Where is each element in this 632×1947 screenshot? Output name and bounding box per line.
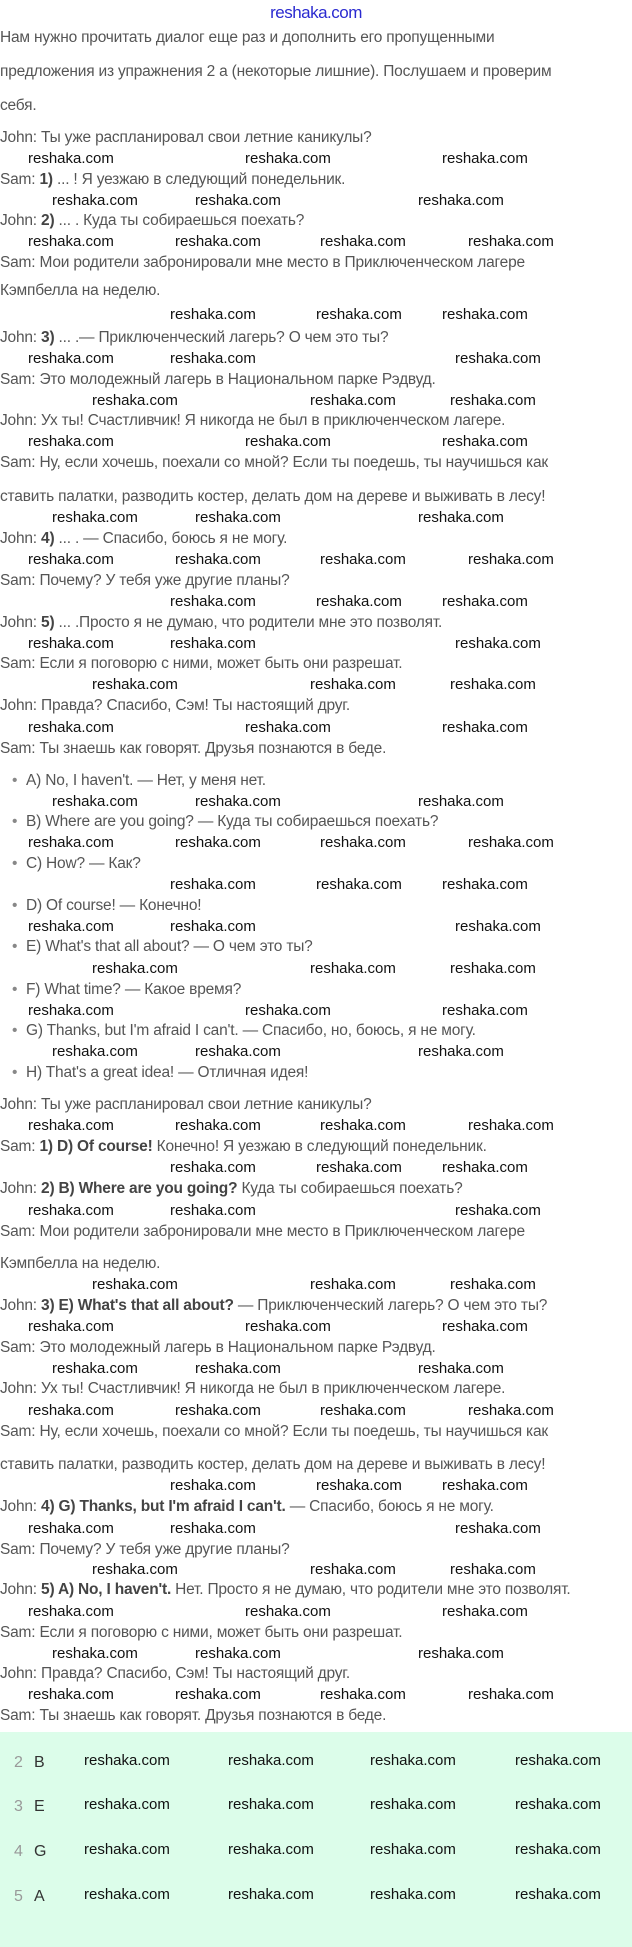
dialog-line	[0, 281, 160, 301]
watermark-text: reshaka.com	[92, 1561, 178, 1578]
dialog-line	[0, 1379, 505, 1399]
speaker: Sam:	[0, 740, 40, 757]
answer-row	[14, 1886, 45, 1908]
watermark-text: reshaka.com	[195, 1043, 281, 1060]
option-item	[12, 896, 201, 916]
dialog-line	[0, 1664, 350, 1684]
line-text: ставить палатки, разводить костер, делать дом на дереве и выживать в лесу!	[0, 1456, 546, 1473]
watermark-text: reshaka.com	[450, 392, 536, 409]
watermark-text: reshaka.com	[28, 150, 114, 167]
watermark-text: reshaka.com	[370, 1886, 456, 1903]
watermark-text: reshaka.com	[228, 1886, 314, 1903]
bullet-icon: •	[12, 855, 18, 872]
watermark-text: reshaka.com	[195, 793, 281, 810]
watermark-text: reshaka.com	[245, 433, 331, 450]
answer-row	[14, 1841, 46, 1863]
watermark-text: reshaka.com	[450, 1561, 536, 1578]
answer-marker: 1) D) Of course!	[39, 1138, 153, 1155]
answer-letter: A	[34, 1888, 45, 1905]
watermark-text: reshaka.com	[418, 509, 504, 526]
dialog-line	[0, 1422, 548, 1442]
watermark-text: reshaka.com	[418, 793, 504, 810]
line-text: Кэмпбелла на неделю.	[0, 1255, 161, 1272]
watermark-text: reshaka.com	[320, 1686, 406, 1703]
watermark-text: reshaka.com	[92, 960, 178, 977]
speaker: Sam:	[0, 454, 40, 471]
watermark-text: reshaka.com	[170, 635, 256, 652]
dialog-line	[0, 328, 388, 348]
watermark-text: reshaka.com	[175, 1686, 261, 1703]
option-text: C) How? — Как?	[26, 855, 141, 872]
watermark-text: reshaka.com	[28, 1318, 114, 1335]
option-text: G) Thanks, but I'm afraid I can't. — Спасибо, но, боюсь, я не могу.	[26, 1022, 476, 1039]
watermark-text: reshaka.com	[195, 1645, 281, 1662]
dialog-line	[0, 1540, 290, 1560]
line-text: ... .— Приключенческий лагерь? О чем это ты?	[54, 329, 389, 346]
watermark-text: reshaka.com	[245, 1002, 331, 1019]
dialog-line	[0, 1497, 494, 1517]
option-text: D) Of course! — Конечно!	[26, 897, 202, 914]
dialog-line	[0, 487, 545, 507]
bullet-icon: •	[12, 981, 18, 998]
watermark-text: reshaka.com	[228, 1796, 314, 1813]
watermark-text: reshaka.com	[28, 1117, 114, 1134]
speaker: Sam:	[0, 1339, 40, 1356]
watermark-text: reshaka.com	[515, 1752, 601, 1769]
answer-letter: G	[34, 1843, 47, 1860]
watermark-text: reshaka.com	[468, 1117, 554, 1134]
watermark-text: reshaka.com	[245, 1603, 331, 1620]
watermark-text: reshaka.com	[442, 593, 528, 610]
dialog-line	[0, 696, 350, 716]
answer-letter: B	[34, 1754, 45, 1771]
watermark-text: reshaka.com	[170, 1159, 256, 1176]
option-item	[12, 980, 241, 1000]
speaker: John:	[0, 1665, 42, 1682]
watermark-text: reshaka.com	[28, 1002, 114, 1019]
watermark-text: reshaka.com	[320, 551, 406, 568]
watermark-text: reshaka.com	[370, 1796, 456, 1813]
watermark-text: reshaka.com	[442, 306, 528, 323]
watermark-text: reshaka.com	[28, 834, 114, 851]
option-item	[12, 937, 313, 957]
watermark-text: reshaka.com	[92, 392, 178, 409]
watermark-text: reshaka.com	[84, 1841, 170, 1858]
dialog-line	[0, 613, 442, 633]
watermark-text: reshaka.com	[442, 433, 528, 450]
line-text: Ты знаешь как говорят. Друзья познаются в беде.	[39, 1707, 387, 1724]
watermark-text: reshaka.com	[175, 233, 261, 250]
answers-box	[0, 1732, 632, 1947]
dialog-line	[0, 1623, 402, 1643]
watermark-text: reshaka.com	[455, 635, 541, 652]
speaker: Sam:	[0, 1707, 40, 1724]
watermark-text: reshaka.com	[310, 1276, 396, 1293]
watermark-text: reshaka.com	[28, 1202, 114, 1219]
watermark-text: reshaka.com	[320, 1402, 406, 1419]
watermark-text: reshaka.com	[442, 719, 528, 736]
watermark-text: reshaka.com	[316, 1159, 402, 1176]
watermark-text: reshaka.com	[175, 551, 261, 568]
dialog-line	[0, 170, 345, 190]
speaker: Sam:	[0, 655, 40, 672]
line-text: Мои родители забронировали мне место в Приключенческом лагере	[39, 254, 525, 271]
watermark-text: reshaka.com	[170, 350, 256, 367]
watermark-text: reshaka.com	[370, 1841, 456, 1858]
watermark-text: reshaka.com	[468, 551, 554, 568]
dialog-line	[0, 253, 525, 273]
watermark-text: reshaka.com	[316, 876, 402, 893]
dialog-line	[0, 1455, 545, 1475]
watermark-text: reshaka.com	[468, 233, 554, 250]
answer-marker: 2) B) Where are you going?	[41, 1180, 238, 1197]
watermark-text: reshaka.com	[84, 1886, 170, 1903]
answer-marker: 4) G) Thanks, but I'm afraid I can't.	[41, 1498, 286, 1515]
dialog-line	[0, 370, 436, 390]
watermark-text: reshaka.com	[418, 192, 504, 209]
answer-row	[14, 1796, 45, 1818]
watermark-text: reshaka.com	[170, 1520, 256, 1537]
speaker: Sam:	[0, 1624, 40, 1641]
dialog-line	[0, 571, 290, 591]
watermark-text: reshaka.com	[92, 676, 178, 693]
watermark-text: reshaka.com	[28, 233, 114, 250]
line-text: Нет. Просто я не думаю, что родители мне это позволят.	[171, 1581, 571, 1598]
site-title: reshaka.com	[270, 3, 362, 22]
watermark-text: reshaka.com	[28, 1686, 114, 1703]
speaker: John:	[0, 212, 42, 229]
speaker: John:	[0, 1180, 42, 1197]
watermark-text: reshaka.com	[245, 150, 331, 167]
line-text: — Приключенческий лагерь? О чем это ты?	[233, 1297, 548, 1314]
line-text: ставить палатки, разводить костер, делать дом на дереве и выживать в лесу!	[0, 488, 546, 505]
watermark-text: reshaka.com	[515, 1841, 601, 1858]
line-text: Если я поговорю с ними, может быть они разрешат.	[39, 655, 403, 672]
watermark-text: reshaka.com	[245, 1318, 331, 1335]
answer-marker: 3) E) What's that all about?	[41, 1297, 234, 1314]
watermark-text: reshaka.com	[175, 1117, 261, 1134]
watermark-text: reshaka.com	[170, 876, 256, 893]
dialog-line	[0, 1296, 547, 1316]
watermark-text: reshaka.com	[320, 233, 406, 250]
watermark-text: reshaka.com	[28, 635, 114, 652]
bullet-icon: •	[12, 813, 18, 830]
line-text: Кэмпбелла на неделю.	[0, 282, 161, 299]
watermark-text: reshaka.com	[418, 1645, 504, 1662]
watermark-text: reshaka.com	[450, 676, 536, 693]
dialog-line	[0, 211, 304, 231]
watermark-text: reshaka.com	[442, 1002, 528, 1019]
watermark-text: reshaka.com	[52, 1645, 138, 1662]
watermark-text: reshaka.com	[316, 593, 402, 610]
watermark-text: reshaka.com	[28, 1402, 114, 1419]
option-item	[12, 812, 438, 832]
line-text: ... .Просто я не думаю, что родители мне это позволят.	[54, 614, 443, 631]
speaker: Sam:	[0, 171, 40, 188]
speaker: John:	[0, 1096, 42, 1113]
watermark-text: reshaka.com	[418, 1360, 504, 1377]
dialog-line	[0, 453, 548, 473]
watermark-text: reshaka.com	[84, 1796, 170, 1813]
line-text: Ну, если хочешь, поехали со мной? Если ты поедешь, ты научишься как	[39, 1423, 548, 1440]
watermark-text: reshaka.com	[310, 1561, 396, 1578]
answer-letter: E	[34, 1798, 45, 1815]
bullet-icon: •	[12, 938, 18, 955]
speaker: John:	[0, 530, 42, 547]
line-text: Куда ты собираешься поехать?	[237, 1180, 463, 1197]
line-text: Это молодежный лагерь в Национальном парке Рэдвуд.	[39, 371, 436, 388]
watermark-text: reshaka.com	[175, 1402, 261, 1419]
line-text: Ты уже распланировал свои летние каникулы?	[41, 129, 372, 146]
speaker: Sam:	[0, 371, 40, 388]
watermark-text: reshaka.com	[170, 593, 256, 610]
answer-marker: 1)	[39, 171, 53, 188]
bullet-icon: •	[12, 1022, 18, 1039]
speaker: John:	[0, 1297, 42, 1314]
watermark-text: reshaka.com	[316, 1477, 402, 1494]
answer-marker: 3)	[41, 329, 55, 346]
dialog-line	[0, 128, 372, 148]
speaker: John:	[0, 1498, 42, 1515]
watermark-text: reshaka.com	[455, 918, 541, 935]
dialog-line	[0, 1706, 386, 1726]
answer-number: 2	[14, 1754, 23, 1771]
line-text: Мои родители забронировали мне место в Приключенческом лагере	[39, 1223, 525, 1240]
watermark-text: reshaka.com	[28, 1520, 114, 1537]
watermark-text: reshaka.com	[195, 509, 281, 526]
option-item	[12, 1021, 476, 1041]
dialog-line	[0, 529, 287, 549]
answer-marker: 4)	[41, 530, 55, 547]
speaker: Sam:	[0, 1138, 40, 1155]
speaker: Sam:	[0, 572, 40, 589]
watermark-text: reshaka.com	[28, 551, 114, 568]
watermark-text: reshaka.com	[28, 433, 114, 450]
watermark-text: reshaka.com	[370, 1752, 456, 1769]
option-text: A) No, I haven't. — Нет, у меня нет.	[26, 772, 266, 789]
watermark-text: reshaka.com	[320, 1117, 406, 1134]
option-item	[12, 771, 266, 791]
line-text: Ты знаешь как говорят. Друзья познаются в беде.	[39, 740, 387, 757]
watermark-text: reshaka.com	[170, 1202, 256, 1219]
answer-number: 4	[14, 1843, 23, 1860]
line-text: Ты уже распланировал свои летние каникулы?	[41, 1096, 372, 1113]
watermark-text: reshaka.com	[92, 1276, 178, 1293]
dialog-line	[0, 1580, 571, 1600]
speaker: John:	[0, 614, 42, 631]
watermark-text: reshaka.com	[316, 306, 402, 323]
option-text: H) That's a great idea! — Отличная идея!	[26, 1064, 309, 1081]
watermark-text: reshaka.com	[450, 1276, 536, 1293]
speaker: Sam:	[0, 1541, 40, 1558]
intro-line: себя.	[0, 97, 37, 114]
watermark-text: reshaka.com	[175, 834, 261, 851]
answer-marker: 5)	[41, 614, 55, 631]
intro-line: предложения из упражнения 2 а (некоторые лишние). Послушаем и проверим	[0, 63, 552, 80]
option-text: E) What's that all about? — О чем это ты?	[26, 938, 313, 955]
watermark-text: reshaka.com	[450, 960, 536, 977]
answer-marker: 2)	[41, 212, 55, 229]
watermark-text: reshaka.com	[442, 1477, 528, 1494]
watermark-text: reshaka.com	[515, 1886, 601, 1903]
watermark-text: reshaka.com	[228, 1752, 314, 1769]
speaker: John:	[0, 412, 42, 429]
line-text: Это молодежный лагерь в Национальном парке Рэдвуд.	[39, 1339, 436, 1356]
dialog-line	[0, 1254, 160, 1274]
watermark-text: reshaka.com	[52, 1360, 138, 1377]
speaker: Sam:	[0, 1223, 40, 1240]
watermark-text: reshaka.com	[310, 676, 396, 693]
dialog-line	[0, 739, 386, 759]
answer-number: 3	[14, 1798, 23, 1815]
dialog-line	[0, 1179, 463, 1199]
watermark-text: reshaka.com	[245, 719, 331, 736]
option-text: B) Where are you going? — Куда ты собираешься поехать?	[26, 813, 439, 830]
dialog-line	[0, 1222, 525, 1242]
watermark-text: reshaka.com	[455, 350, 541, 367]
line-text: Ну, если хочешь, поехали со мной? Если ты поедешь, ты научишься как	[39, 454, 548, 471]
watermark-text: reshaka.com	[442, 1603, 528, 1620]
watermark-text: reshaka.com	[52, 793, 138, 810]
watermark-text: reshaka.com	[195, 192, 281, 209]
line-text: Если я поговорю с ними, может быть они разрешат.	[39, 1624, 403, 1641]
speaker: Sam:	[0, 254, 40, 271]
dialog-line	[0, 1338, 436, 1358]
watermark-text: reshaka.com	[28, 350, 114, 367]
line-text: Ух ты! Счастливчик! Я никогда не был в приключенческом лагере.	[41, 1380, 506, 1397]
watermark-text: reshaka.com	[28, 719, 114, 736]
line-text: ... . Куда ты собираешься поехать?	[54, 212, 305, 229]
line-text: Конечно! Я уезжаю в следующий понедельник.	[152, 1138, 487, 1155]
speaker: John:	[0, 697, 42, 714]
watermark-text: reshaka.com	[195, 1360, 281, 1377]
line-text: ... ! Я уезжаю в следующий понедельник.	[52, 171, 346, 188]
watermark-text: reshaka.com	[468, 1686, 554, 1703]
option-text: F) What time? — Какое время?	[26, 981, 242, 998]
watermark-text: reshaka.com	[320, 834, 406, 851]
watermark-text: reshaka.com	[442, 1318, 528, 1335]
answer-row	[14, 1752, 45, 1774]
watermark-text: reshaka.com	[28, 918, 114, 935]
speaker: John:	[0, 1581, 42, 1598]
watermark-text: reshaka.com	[310, 392, 396, 409]
line-text: ... . — Спасибо, боюсь я не могу.	[54, 530, 288, 547]
watermark-text: reshaka.com	[28, 1603, 114, 1620]
watermark-text: reshaka.com	[442, 1159, 528, 1176]
watermark-text: reshaka.com	[52, 192, 138, 209]
speaker: Sam:	[0, 1423, 40, 1440]
watermark-text: reshaka.com	[442, 150, 528, 167]
watermark-text: reshaka.com	[170, 306, 256, 323]
dialog-line	[0, 411, 505, 431]
answer-marker: 5) A) No, I haven't.	[41, 1581, 172, 1598]
watermark-text: reshaka.com	[84, 1752, 170, 1769]
speaker: John:	[0, 1380, 42, 1397]
option-item	[12, 854, 141, 874]
watermark-text: reshaka.com	[455, 1520, 541, 1537]
line-text: Почему? У тебя уже другие планы?	[39, 1541, 290, 1558]
speaker: John:	[0, 129, 42, 146]
watermark-text: reshaka.com	[170, 1477, 256, 1494]
watermark-text: reshaka.com	[52, 1043, 138, 1060]
watermark-text: reshaka.com	[468, 1402, 554, 1419]
watermark-text: reshaka.com	[442, 876, 528, 893]
option-item	[12, 1063, 308, 1083]
watermark-text: reshaka.com	[170, 918, 256, 935]
watermark-text: reshaka.com	[52, 509, 138, 526]
watermark-text: reshaka.com	[468, 834, 554, 851]
watermark-text: reshaka.com	[455, 1202, 541, 1219]
bullet-icon: •	[12, 1064, 18, 1081]
bullet-icon: •	[12, 897, 18, 914]
dialog-line	[0, 1095, 372, 1115]
dialog-line	[0, 1137, 487, 1157]
line-text: Правда? Спасибо, Сэм! Ты настоящий друг.	[41, 697, 350, 714]
line-text: — Спасибо, боюсь я не могу.	[285, 1498, 494, 1515]
watermark-text: reshaka.com	[310, 960, 396, 977]
intro-line: Нам нужно прочитать диалог еще раз и дополнить его пропущенными	[0, 29, 495, 46]
line-text: Ух ты! Счастливчик! Я никогда не был в приключенческом лагере.	[41, 412, 506, 429]
line-text: Почему? У тебя уже другие планы?	[39, 572, 290, 589]
watermark-text: reshaka.com	[418, 1043, 504, 1060]
bullet-icon: •	[12, 772, 18, 789]
line-text: Правда? Спасибо, Сэм! Ты настоящий друг.	[41, 1665, 350, 1682]
answer-number: 5	[14, 1888, 23, 1905]
speaker: John:	[0, 329, 42, 346]
watermark-text: reshaka.com	[228, 1841, 314, 1858]
dialog-line	[0, 654, 402, 674]
watermark-text: reshaka.com	[515, 1796, 601, 1813]
